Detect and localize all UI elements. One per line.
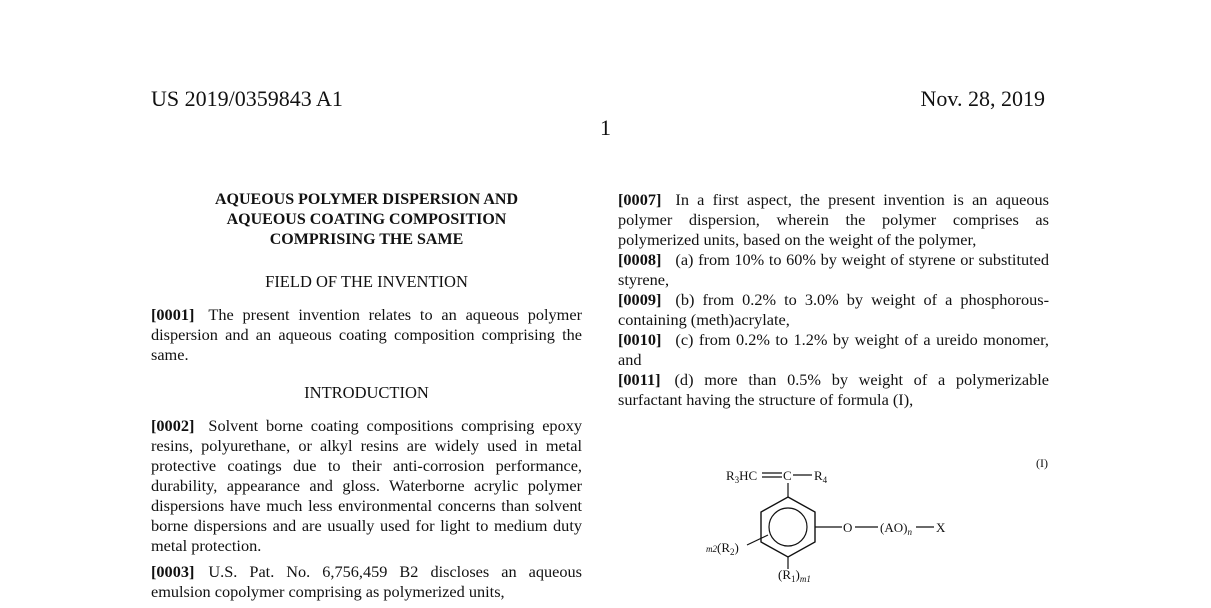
paragraph-text: (a) from 10% to 60% by weight of styrene or substituted styrene, <box>618 250 1049 289</box>
paragraph-text: (d) more than 0.5% by weight of a polymerizable surfactant having the structure of formula (I), <box>618 370 1049 409</box>
paragraph-tag: [0001] <box>151 305 195 324</box>
introduction-heading: INTRODUCTION <box>304 383 429 402</box>
document-title <box>151 190 582 250</box>
paragraph-0001 <box>151 305 582 365</box>
publication-number: US 2019/0359843 A1 <box>151 86 343 111</box>
r2-substituent: $m2(R_2)$ <box>706 540 739 557</box>
r3hc-group: $R_3HC$ <box>726 468 758 485</box>
oxygen-atom: O <box>843 520 853 535</box>
publication-date: Nov. 28, 2019 <box>920 86 1045 111</box>
paragraph-text: The present invention relates to an aqueous polymer dispersion and an aqueous coating composition comprising the same. <box>151 305 582 364</box>
paragraph-0011 <box>618 370 1049 410</box>
paragraph-text: Solvent borne coating compositions comprising epoxy resins, polyurethane, or alkyl resins are widely used in metal protective coatings due to their anti-corrosion performance, durability, appearance and gloss. Waterborne acrylic polymer dispersions have much less environmental concerns than solvent borne dispersions and are usually used for light to medium duty metal protection. <box>151 416 582 555</box>
chemical-structure-formula-i <box>690 445 1060 595</box>
paragraph-tag: [0009] <box>618 290 662 309</box>
paragraph-0009 <box>618 290 1049 330</box>
paragraph-tag: [0002] <box>151 416 195 435</box>
paragraph-0003 <box>151 562 582 602</box>
left-column <box>151 190 582 608</box>
paragraph-tag: [0010] <box>618 330 662 349</box>
paragraph-text: (c) from 0.2% to 1.2% by weight of a ureido monomer, and <box>618 330 1049 369</box>
title-line: AQUEOUS POLYMER DISPERSION AND <box>214 191 518 208</box>
title-line: AQUEOUS COATING COMPOSITION <box>226 211 507 228</box>
right-column <box>618 190 1049 410</box>
paragraph-text: U.S. Pat. No. 6,756,459 B2 discloses an aqueous emulsion copolymer comprising as polymerized units, <box>151 562 582 601</box>
paragraph-text: In a first aspect, the present invention is an aqueous polymer dispersion, wherein the polymer comprises as polymerized units, based on the weight of the polymer, <box>618 190 1049 249</box>
r1-substituent: $(R_1)_{m1}$ <box>778 567 811 584</box>
vinyl-carbon: C <box>783 468 792 483</box>
formula-label: (I) <box>1036 456 1048 470</box>
page-number: 1 <box>600 115 611 140</box>
paragraph-0007 <box>618 190 1049 250</box>
paragraph-0010 <box>618 330 1049 370</box>
title-line: COMPRISING THE SAME <box>269 231 464 248</box>
paragraph-0008 <box>618 250 1049 290</box>
paragraph-tag: [0007] <box>618 190 662 209</box>
ao-group: $(AO)_n$ <box>880 520 912 537</box>
paragraph-tag: [0003] <box>151 562 195 581</box>
aromatic-circle <box>769 508 807 546</box>
field-heading: FIELD OF THE INVENTION <box>265 272 468 291</box>
paragraph-0002 <box>151 416 582 556</box>
paragraph-tag: [0008] <box>618 250 662 269</box>
x-group: X <box>936 520 946 535</box>
paragraph-tag: [0011] <box>618 370 661 389</box>
paragraph-text: (b) from 0.2% to 3.0% by weight of a phosphorous-containing (meth)acrylate, <box>618 290 1049 329</box>
r4-group: $R_4$ <box>814 468 828 485</box>
